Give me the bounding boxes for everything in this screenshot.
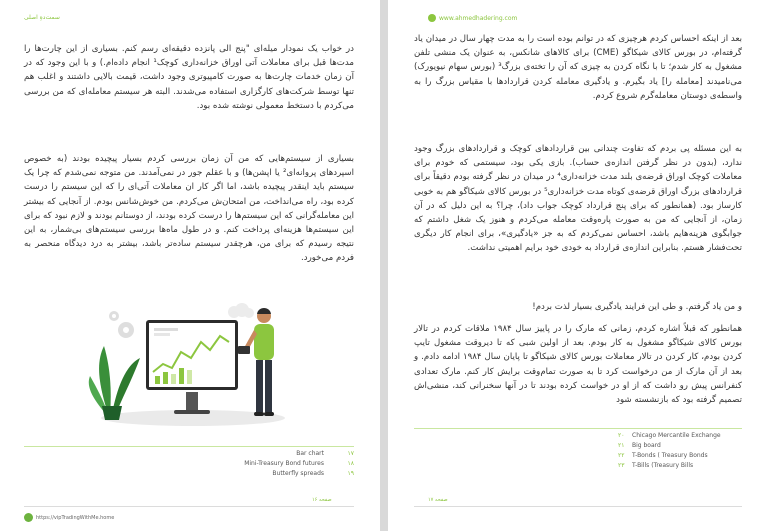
footnote-item: ۲۱ Big board [618,442,661,449]
left-footer-url[interactable]: https://vipTradingWithMe.home [24,513,114,522]
footnote-item: Mini-Treasury Bond futures ۱۸ [244,460,354,467]
footer-divider [414,506,742,507]
person-icon [238,308,274,416]
right-paragraph-3: و من یاد گرفتم. و طی این فرایند یادگیری بسیار لذت بردم! [532,302,742,312]
right-footnotes [618,432,748,469]
footnote-item: Butterfly spreads ۱۹ [272,470,354,477]
footer-divider [24,506,354,507]
right-paragraph-2: به این مسئله پی بردم که تفاوت چندانی بین قراردادهای کوچک و قراردادهای بزرگ وجود ندارد، (بدون در نظر گرفتن اندازه‌ی حساب). بازی یکی بود، سیستمی که خودم برای معاملات کوچک اوراق قرضه‌ی بلند مدت خزانه‌داری⁴ در میدان در نظر گرفته بودم دقیقاً برای قراردادهای بزرگ اوراق قرضه‌ی کوتاه مدت خزانه‌داری⁵ در بورس کالای شیکاگو هم به خوبی کارساز بود. (همانطور که برای پنج قرارداد کوچک جواب داد)، چرا؟ به این دلیل که در آن زمان، از آنجایی که من به صورت پاره‌وقت معامله می‌کردم و هنوز یک شغل داشتم که جوابگوی هزینه‌هایم باشد، احساس نمی‌کردم که به جز «یادگیری»، برای انجام کار دیگری تحت‌فشار هستم. بنابراین اندازه‌ی قرارداد به خودی خود برایم اهمیتی نداشت. [414,144,742,254]
monitor-chart-icon [146,320,238,414]
plant-icon [89,346,140,420]
footnote-item: ۲۲ T-Bonds ( Treasury Bonds [618,452,708,459]
footnote-item: Bar chart ۱۷ [296,450,354,457]
left-footnotes [154,450,354,477]
footnote-divider [24,446,354,447]
right-footer-page-number: صفحه ۱۷ [428,497,448,503]
left-paragraph-1: در خواب یک نمودار میله‌ای "پنج الی پانزده دقیقه‌ای رسم کنم. بسیاری از این چارت‌ها را مدت‌ها قبل برای معاملات آتی اوراق خزانه‌داری کوچک¹ انجام داده‌ام.) و با این وجود که در آن زمان خدمات چارت‌ها به صورت کامپیوتری وجود داشت، قیمت بالایی داشتند و اغلب هم تنها توسط شرکت‌های کارگزاری استفاده می‌شدند. البته هر سیستم معامله‌ای که من بررسی می‌کردم با دستخط معمولی نوشته شده بود. [24,44,355,111]
left-header-title: سمت‌دهِ اصلی [24,14,60,21]
right-header-url[interactable]: www.ahmedhadering.com [428,14,517,22]
left-paragraph-2: بسیاری از سیستم‌هایی که من آن زمان بررسی کردم بسیار پیچیده بودند (به خصوص اسپردهای پروانه‌ای² یا اپشن‌ها) و با عقلم جور در نمی‌آمدند. من متوجه نمی‌شدم که چرا یک سیستم باید اینقدر پیچیده باشد، اما اگر کار ان معاملات آتی‌ای را که این سیستم را درست کرده بود، راه می‌انداخت، من امتحان‌ش می‌کردم. من خوش‌شانس بودم. از آنجایی که بیشتر این معامله‌گرانی که این سیستم‌ها را درست کرده بودند، از دوستانم بودند و لازم نبود که برای این سیستم‌ها هزینه‌ای پرداخت کنم. و در طول ماه‌ها بررسی سیستم‌های بی‌شمار، به این نتیجه رسیدم که برای من، هرچقدر سیستم ساده‌تر باشد، بیشتر به درد دیدگاه منحصر به فردم می‌خورد. [24,154,354,264]
left-page [0,0,380,531]
logo-icon [24,513,33,522]
gear-icon [109,311,134,338]
footnote-item: ۲۳ T-Bills (Treasury Bills [618,462,694,469]
left-footer-page-number: صفحه ۱۶ [312,497,332,503]
footnote-item: ۲۰ Chicago Mercantile Exchange [618,432,721,439]
cloud-icon [228,303,254,318]
trader-illustration [88,302,288,432]
right-paragraph-4: همانطور که قبلاً اشاره کردم، زمانی که مارک را در پاییز سال ۱۹۸۴ ملاقات کردم در تالار بورس کالای شیکاگو مشغول به کار بودم. بعد از اولین شبی که تا دیروقت مشغول تایپ کردن بودم، کار کردن در تالار معاملات بورس کالای شیکاگو تا پایان سال ۱۹۸۴ ادامه دادم. و بعد از آن مارک از من درخواست کرد تا به صورت تمام‌وقت برایش کار کنم. مارک تعدادی کنفرانس پیش رو داشت که از او در خواست کرده بودند تا در آنها سخنرانی کند، منشی‌اش تصمیم گرفته بود که بازنشسته شود [414,324,742,406]
right-page [388,0,768,531]
footnote-divider [414,428,742,429]
right-paragraph-1: بعد از اینکه احساس کردم هرچیزی که در توانم بوده است را به مدت چهار سال در میدان یاد گرفته‌ام، در بورس کالای شیکاگو (CME) برای کالاهای شانکس، به عنوان یک منشی تلفن مشغول به کار شدم؛ تا با نگاه کردن به چیزی که آن را تخته‌ی بزرگ³ (بورس سهام نیویورک) می‌نامیدند [معامله را] یاد بگیرم. و یادگیری معامله کردن قراردادها با مقیاس بزرگ را به واسطه‌ی دوستان معامله‌گرم شروع کردم. [414,34,742,101]
logo-icon [428,14,436,22]
